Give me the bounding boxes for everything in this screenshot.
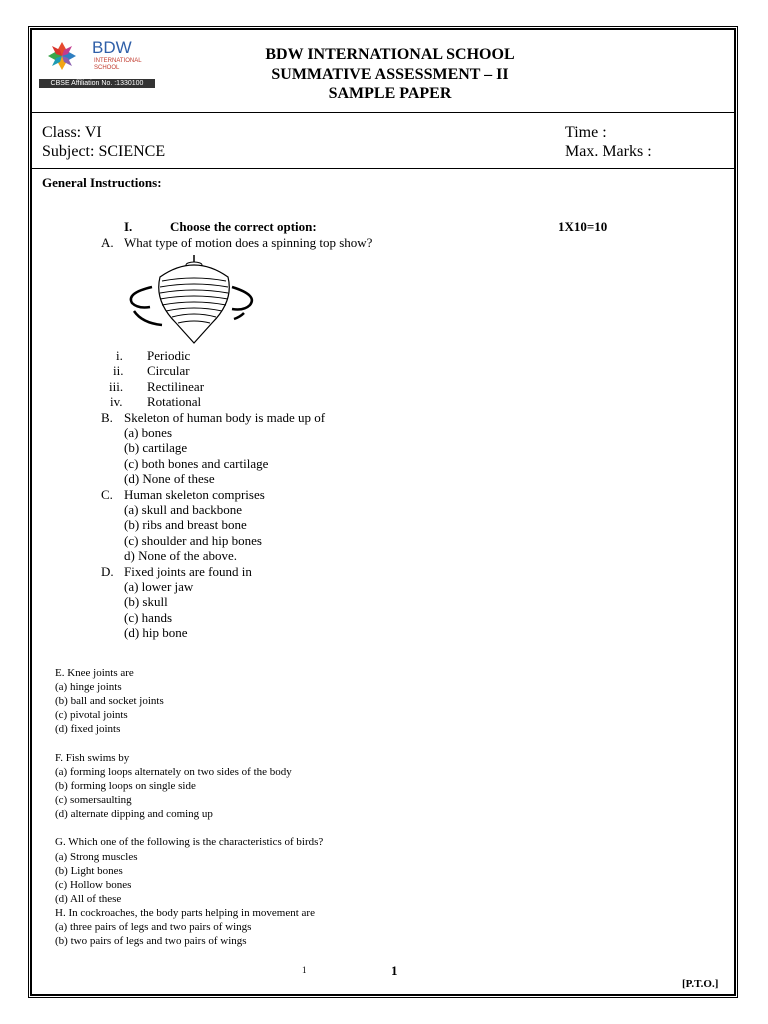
qd-opt-b: (b) skull bbox=[124, 594, 168, 609]
qd-opt-a: (a) lower jaw bbox=[124, 579, 194, 594]
section-title: Choose the correct option: bbox=[170, 219, 317, 234]
question-g-text: G. Which one of the following is the characteristics of birds? bbox=[55, 836, 324, 848]
qb-opt-d: (d) None of these bbox=[124, 471, 215, 486]
subject-label: Subject: SCIENCE bbox=[42, 143, 166, 160]
qa-opt2-num: ii. bbox=[113, 363, 124, 378]
question-f-text: F. Fish swims by bbox=[55, 752, 130, 764]
qg-opt-d: (d) All of these bbox=[55, 893, 122, 905]
qa-opt4-num: iv. bbox=[110, 394, 123, 409]
qe-opt-a: (a) hinge joints bbox=[55, 681, 122, 693]
school-logo bbox=[42, 38, 156, 88]
qf-opt-a: (a) forming loops alternately on two sides of the body bbox=[55, 766, 292, 778]
qh-opt-a: (a) three pairs of legs and two pairs of wings bbox=[55, 921, 252, 933]
qa-opt3-num: iii. bbox=[109, 379, 124, 394]
qc-opt-d: d) None of the above. bbox=[124, 548, 237, 563]
qa-opt1-num: i. bbox=[116, 348, 123, 363]
qc-opt-a: (a) skull and backbone bbox=[124, 502, 243, 517]
qd-opt-d: (d) hip bone bbox=[124, 625, 188, 640]
divider-top bbox=[31, 112, 735, 113]
page-number-small: 1 bbox=[302, 965, 307, 975]
qf-opt-c: (c) somersaulting bbox=[55, 794, 132, 806]
cbse-affiliation: CBSE Affiliation No. :1330100 bbox=[39, 79, 155, 88]
class-label: Class: VI bbox=[42, 124, 102, 141]
instructions-heading: General Instructions: bbox=[42, 175, 162, 190]
qe-opt-b: (b) ball and socket joints bbox=[55, 695, 164, 707]
question-a-label: A. bbox=[101, 235, 114, 250]
pto-label: [P.T.O.] bbox=[682, 978, 719, 990]
question-d-text: Fixed joints are found in bbox=[124, 564, 252, 579]
qb-opt-c: (c) both bones and cartilage bbox=[124, 456, 269, 471]
qb-opt-a: (a) bones bbox=[124, 425, 173, 440]
qe-opt-c: (c) pivotal joints bbox=[55, 709, 128, 721]
qg-opt-c: (c) Hollow bones bbox=[55, 879, 132, 891]
spinning-top-image bbox=[122, 253, 258, 345]
question-d-label: D. bbox=[101, 564, 114, 579]
qf-opt-d: (d) alternate dipping and coming up bbox=[55, 808, 213, 820]
section-number: I. bbox=[124, 219, 133, 234]
question-c-text: Human skeleton comprises bbox=[124, 487, 265, 502]
school-name: BDW INTERNATIONAL SCHOOL bbox=[265, 46, 515, 63]
question-b-label: B. bbox=[101, 410, 113, 425]
qg-opt-a: (a) Strong muscles bbox=[55, 851, 138, 863]
section-marks: 1X10=10 bbox=[558, 219, 608, 234]
qe-opt-d: (d) fixed joints bbox=[55, 723, 121, 735]
qc-opt-b: (b) ribs and breast bone bbox=[124, 517, 247, 532]
logo-brand: BDW bbox=[92, 38, 132, 57]
qg-opt-b: (b) Light bones bbox=[55, 865, 123, 877]
qa-opt3-text: Rectilinear bbox=[147, 379, 205, 394]
paper-title: SAMPLE PAPER bbox=[328, 85, 452, 102]
qa-opt1-text: Periodic bbox=[147, 348, 191, 363]
qh-opt-b: (b) two pairs of legs and two pairs of wings bbox=[55, 935, 247, 947]
question-a-text: What type of motion does a spinning top show? bbox=[124, 235, 373, 250]
question-b-text: Skeleton of human body is made up of bbox=[124, 410, 326, 425]
max-marks-label: Max. Marks : bbox=[565, 143, 652, 160]
qf-opt-b: (b) forming loops on single side bbox=[55, 780, 196, 792]
qa-opt2-text: Circular bbox=[147, 363, 190, 378]
question-c-label: C. bbox=[101, 487, 113, 502]
qa-opt4-text: Rotational bbox=[147, 394, 202, 409]
qc-opt-c: (c) shoulder and hip bones bbox=[124, 533, 262, 548]
logo-sub1: INTERNATIONAL bbox=[94, 58, 142, 64]
qd-opt-c: (c) hands bbox=[124, 610, 173, 625]
question-h-text: H. In cockroaches, the body parts helping in movement are bbox=[55, 907, 315, 919]
divider-meta bbox=[31, 168, 735, 169]
logo-sub2: SCHOOL bbox=[94, 65, 120, 71]
time-label: Time : bbox=[565, 124, 607, 141]
assessment-title: SUMMATIVE ASSESSMENT – II bbox=[271, 66, 509, 83]
question-e-text: E. Knee joints are bbox=[55, 667, 134, 679]
page-number: 1 bbox=[391, 963, 398, 978]
qb-opt-b: (b) cartilage bbox=[124, 440, 188, 455]
